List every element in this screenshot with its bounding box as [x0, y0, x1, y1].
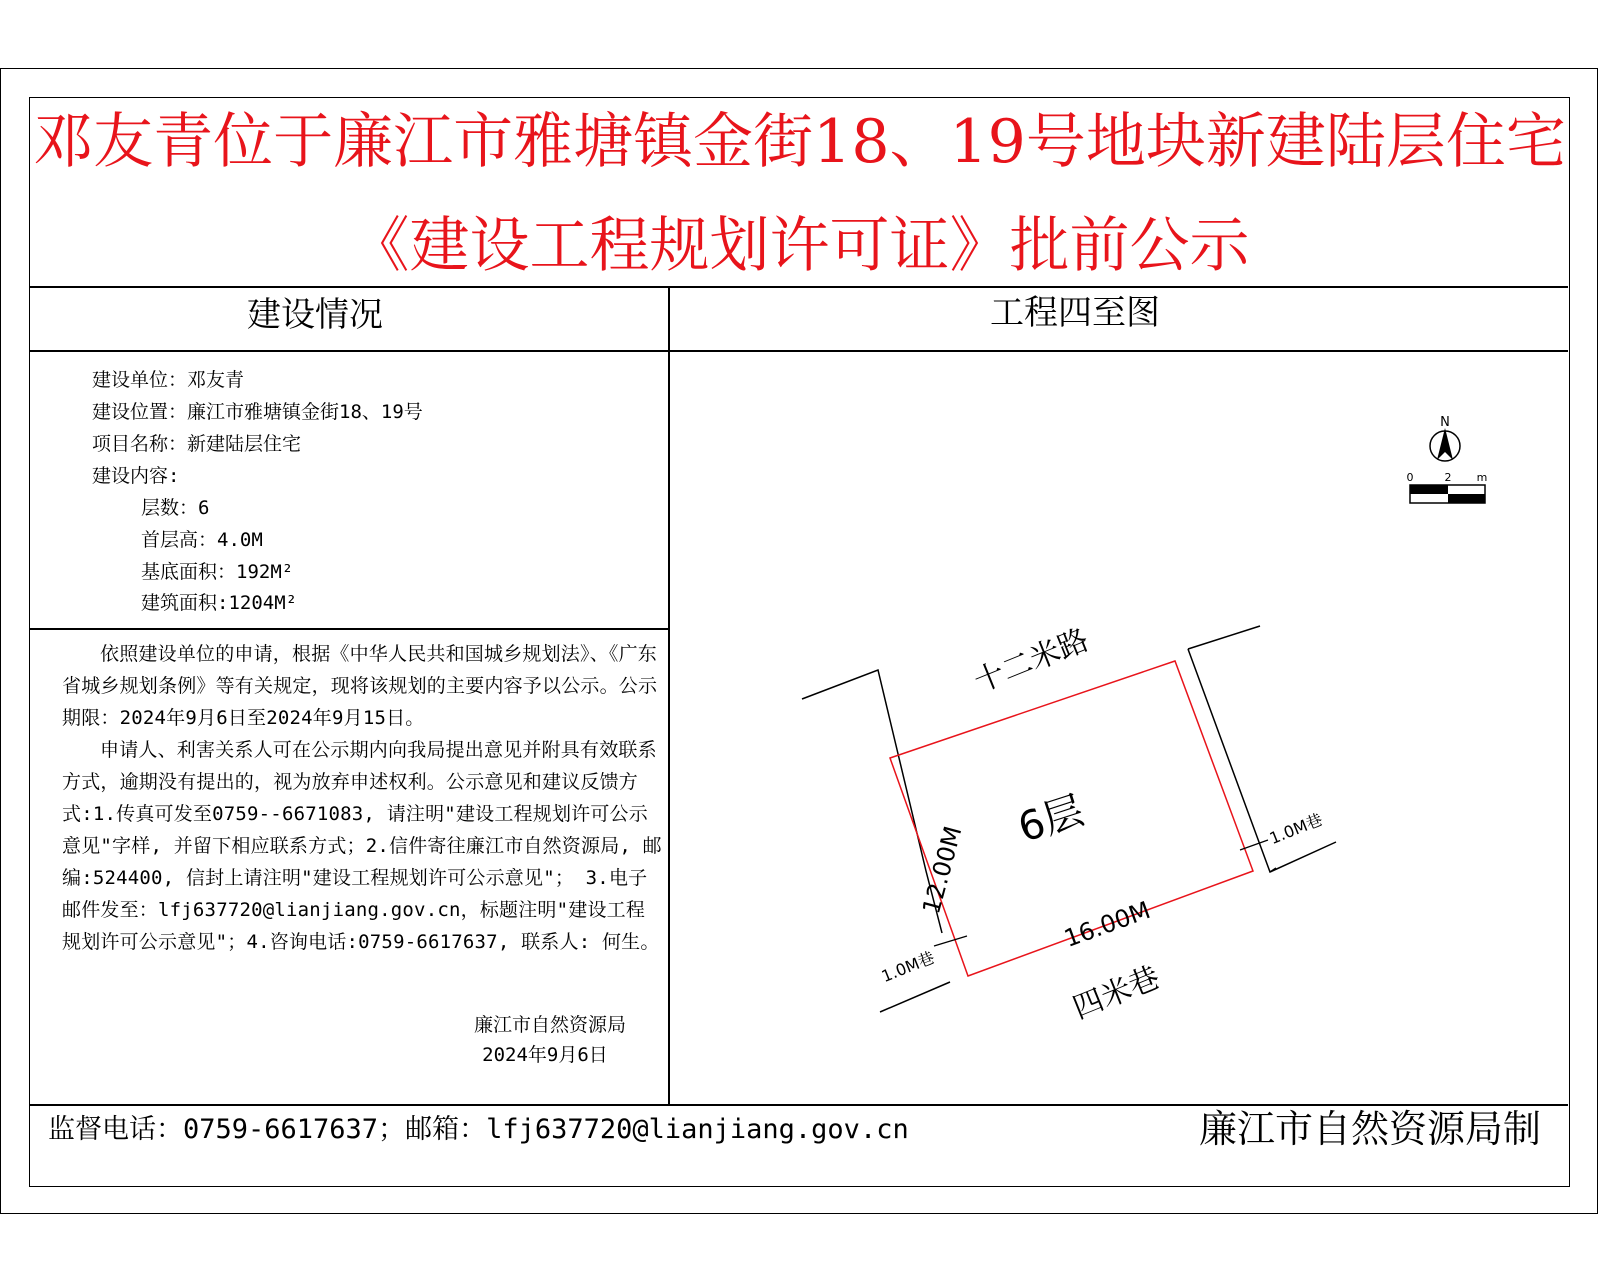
- notice-paragraph-2: 申请人、利害关系人可在公示期内向我局提出意见并附具有效联系方式，逾期没有提出的，视为放弃申述权利。公示意见和建议反馈方式:1.传真可发至0759--6671083, 请注明"建设工程规划许可公示意见"字样, 并留下相应联系方式；2.信件寄往廉江市自然资源局, 邮编:524400, 信封上请注明"建设工程规划许可公示意见"； 3.电子邮件发至：lfj637720@lianjiang.gov.cn，标题注明"建设工程规划许可公示意见"；4.咨询电话:0759-6617637, 联系人: 何生。: [62, 739, 662, 953]
- north-label: N: [1440, 415, 1450, 430]
- scale-label-2: 2: [1444, 471, 1452, 484]
- road-north-label: 十二米路: [969, 622, 1094, 700]
- scale-bar: [1407, 471, 1488, 503]
- notice-date: 2024年9月6日: [482, 1044, 608, 1066]
- building-area: 建筑面积:1204M²: [141, 592, 298, 614]
- issuer-mark: 廉江市自然资源局制: [1198, 1107, 1541, 1151]
- lane-east-label: 1.0M巷: [1266, 809, 1326, 849]
- info-divider: [30, 628, 669, 630]
- notice-body: [62, 638, 662, 958]
- floors-label: 6层: [1012, 787, 1090, 852]
- first-floor-height: 首层高：4.0M: [141, 529, 263, 551]
- construction-location: 建设位置：廉江市雅塘镇金街18、19号: [92, 401, 423, 423]
- road-south-label: 四米巷: [1068, 960, 1165, 1027]
- title-line-1: 邓友青位于廉江市雅塘镇金街18、19号地块新建陆层住宅: [33, 107, 1566, 177]
- supervision-contact: 监督电话：0759-6617637；邮箱：lfj637720@lianjiang.gov.cn: [48, 1114, 909, 1145]
- floor-count: 层数：6: [141, 497, 210, 519]
- section-heading-construction: 建设情况: [247, 295, 383, 335]
- site-map: [670, 352, 1570, 1102]
- notice-paragraph-1: 依照建设单位的申请，根据《中华人民共和国城乡规划法》、《广东省城乡规划条例》等有关规定，现将该规划的主要内容予以公示。公示期限：2024年9月6日至2024年9月15日。: [62, 643, 658, 729]
- footer-divider: [30, 1104, 1568, 1106]
- north-arrow-icon: [1430, 415, 1460, 461]
- project-name: 项目名称：新建陆层住宅: [92, 433, 302, 455]
- lane-west-label: 1.0M巷: [878, 947, 938, 987]
- title-divider: [30, 286, 1568, 288]
- width-dimension-label: 16.00M: [1060, 896, 1155, 953]
- scale-label-0: 0: [1406, 471, 1414, 484]
- construction-content-label: 建设内容:: [92, 465, 180, 487]
- depth-dimension-label: 12.00M: [917, 823, 968, 917]
- notice-sheet: [29, 97, 1570, 1187]
- construction-unit: 建设单位：邓友青: [92, 369, 245, 391]
- scale-label-unit: m: [1476, 471, 1488, 484]
- section-heading-site-map: 工程四至图: [990, 293, 1160, 333]
- title-line-2: 《建设工程规划许可证》批前公示: [349, 211, 1250, 281]
- signer: 廉江市自然资源局: [473, 1014, 626, 1036]
- base-area: 基底面积：192M²: [141, 561, 294, 583]
